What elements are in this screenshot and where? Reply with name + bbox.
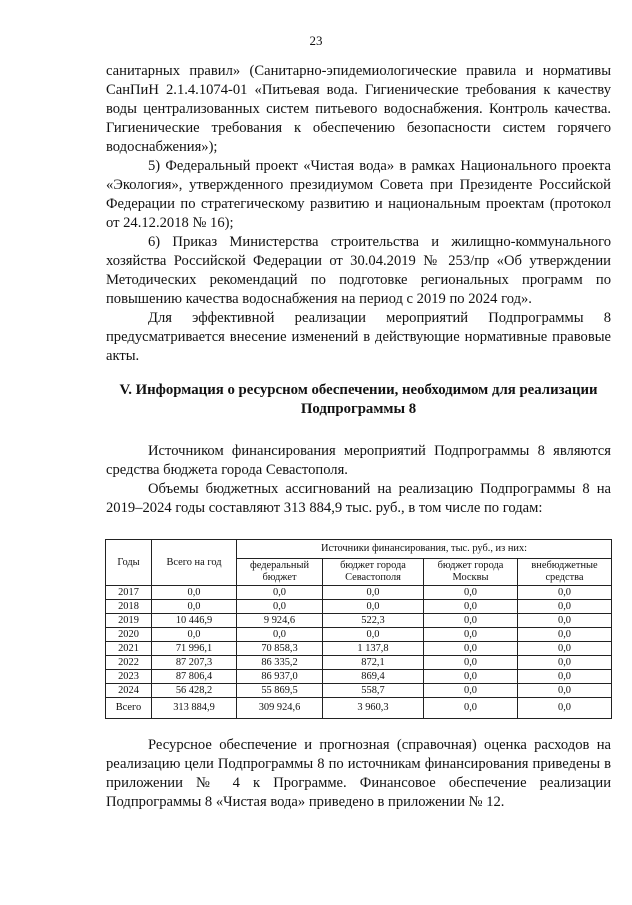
table-row [106, 600, 612, 614]
section-heading: V. Информация о ресурсном обеспечении, необходимом для реализации Подпрограммы 8 [119, 382, 598, 417]
cell-moscow: 0,0 [424, 684, 518, 698]
text-block-funding-intro [106, 442, 611, 518]
cell-federal: 9 924,6 [237, 614, 323, 628]
paragraph: 6) Приказ Министерства строительства и жилищно-коммунального хозяйства Российской Федерации от 30.04.2019 № 253/пр «Об утверждении Методических рекомендаций по подготовке региональных программ по повышению качества водоснабжения на период с 2019 по 2024 год». [106, 234, 611, 307]
cell-federal: 86 937,0 [237, 670, 323, 684]
table-row [106, 642, 612, 656]
table-row [106, 586, 612, 600]
table-row [106, 670, 612, 684]
cell-year: 2024 [106, 684, 152, 698]
header-federal: федеральный бюджет [237, 559, 323, 586]
cell-total: 0,0 [152, 628, 237, 642]
header-extra: внебюджетные средства [518, 559, 612, 586]
cell-moscow: 0,0 [424, 698, 518, 719]
cell-year: 2019 [106, 614, 152, 628]
cell-federal: 86 335,2 [237, 656, 323, 670]
cell-extra: 0,0 [518, 684, 612, 698]
cell-sevastopol: 872,1 [323, 656, 424, 670]
cell-sevastopol: 0,0 [323, 600, 424, 614]
cell-moscow: 0,0 [424, 656, 518, 670]
table-row [106, 684, 612, 698]
cell-sevastopol: 558,7 [323, 684, 424, 698]
cell-moscow: 0,0 [424, 600, 518, 614]
cell-total: 71 996,1 [152, 642, 237, 656]
cell-year: 2022 [106, 656, 152, 670]
cell-extra: 0,0 [518, 670, 612, 684]
cell-extra: 0,0 [518, 614, 612, 628]
cell-sevastopol: 522,3 [323, 614, 424, 628]
cell-extra: 0,0 [518, 656, 612, 670]
cell-total: 0,0 [152, 600, 237, 614]
cell-extra: 0,0 [518, 586, 612, 600]
cell-federal: 0,0 [237, 600, 323, 614]
table-row [106, 698, 612, 719]
header-sources: Источники финансирования, тыс. руб., из них: [237, 540, 612, 559]
cell-total: 87 207,3 [152, 656, 237, 670]
cell-moscow: 0,0 [424, 586, 518, 600]
cell-extra: 0,0 [518, 642, 612, 656]
cell-sevastopol: 1 137,8 [323, 642, 424, 656]
cell-sevastopol: 3 960,3 [323, 698, 424, 719]
table-row [106, 614, 612, 628]
cell-extra: 0,0 [518, 600, 612, 614]
paragraph: Для эффективной реализации мероприятий Подпрограммы 8 предусматривается внесение изменений в действующие нормативные правовые акты. [106, 310, 611, 364]
cell-total: 313 884,9 [152, 698, 237, 719]
cell-federal: 55 869,5 [237, 684, 323, 698]
cell-federal: 309 924,6 [237, 698, 323, 719]
cell-extra: 0,0 [518, 628, 612, 642]
cell-year: 2017 [106, 586, 152, 600]
paragraph: Объемы бюджетных ассигнований на реализацию Подпрограммы 8 на 2019–2024 годы составляют 313 884,9 тыс. руб., в том числе по годам: [106, 481, 611, 516]
paragraph: 5) Федеральный проект «Чистая вода» в рамках Национального проекта «Экология», утвержденного президиумом Совета при Президенте Российской Федерации по стратегическому развитию и национальным проектам (протокол от 24.12.2018 № 16); [106, 158, 611, 231]
paragraph: Источником финансирования мероприятий Подпрограммы 8 являются средства бюджета города Севастополя. [106, 443, 611, 478]
cell-total: 56 428,2 [152, 684, 237, 698]
text-block-resources [106, 736, 611, 812]
cell-sevastopol: 0,0 [323, 586, 424, 600]
header-years: Годы [106, 540, 152, 586]
cell-federal: 0,0 [237, 586, 323, 600]
cell-year: Всего [106, 698, 152, 719]
cell-year: 2021 [106, 642, 152, 656]
funding-table-body [106, 586, 612, 719]
text-block-legal-acts [106, 62, 611, 366]
cell-moscow: 0,0 [424, 614, 518, 628]
cell-total: 87 806,4 [152, 670, 237, 684]
header-sevastopol: бюджет города Севастополя [323, 559, 424, 586]
cell-total: 10 446,9 [152, 614, 237, 628]
cell-federal: 70 858,3 [237, 642, 323, 656]
cell-sevastopol: 869,4 [323, 670, 424, 684]
cell-total: 0,0 [152, 586, 237, 600]
header-moscow: бюджет города Москвы [424, 559, 518, 586]
funding-table [105, 539, 612, 719]
funding-table-wrapper [105, 539, 611, 719]
cell-year: 2018 [106, 600, 152, 614]
cell-federal: 0,0 [237, 628, 323, 642]
cell-year: 2023 [106, 670, 152, 684]
table-row [106, 628, 612, 642]
cell-moscow: 0,0 [424, 642, 518, 656]
header-total: Всего на год [152, 540, 237, 586]
paragraph: Ресурсное обеспечение и прогнозная (справочная) оценка расходов на реализацию цели Подпрограммы 8 по источникам финансирования приведены в приложении № 4 к Программе. Финансовое обеспечение реализации Подпрограммы 8 «Чистая вода» приведено в приложении № 12. [106, 737, 611, 810]
cell-sevastopol: 0,0 [323, 628, 424, 642]
cell-moscow: 0,0 [424, 628, 518, 642]
table-row [106, 656, 612, 670]
cell-moscow: 0,0 [424, 670, 518, 684]
cell-year: 2020 [106, 628, 152, 642]
page-number: 23 [309, 33, 323, 48]
cell-extra: 0,0 [518, 698, 612, 719]
paragraph: санитарных правил» (Санитарно-эпидемиологические правила и нормативы СанПиН 2.1.4.1074-01 «Питьевая вода. Гигиенические требования к качеству воды централизованных систем питьевого водоснабжения. Контроль качества. Гигиенические требования к обеспечению безопасности систем горячего водоснабжения»); [106, 63, 611, 155]
